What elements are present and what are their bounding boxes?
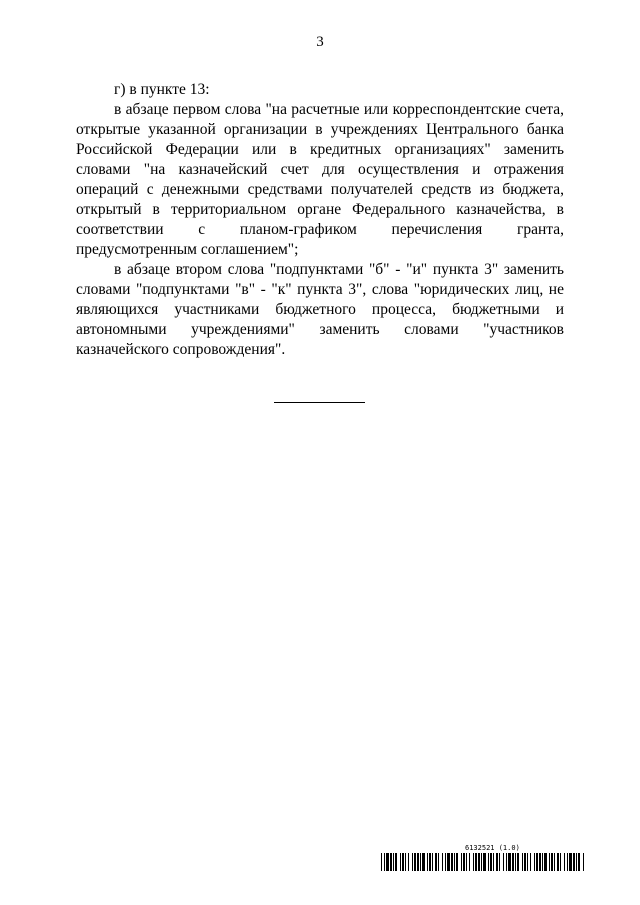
paragraph-item-g: г) в пункте 13: [114,81,210,98]
document-body [76,80,564,360]
barcode-number: 6132521 (1.0) [465,844,520,852]
paragraph-second-abzac: в абзаце втором слова "подпунктами "б" - "и" пункта 3" заменить словами "подпунктами "в" - "к" пункта 3", слова "юридических лиц, не являющихся участниками бюджетного процесса, бюджетными и автономными учреждениями" заменить словами "участников казначейского сопровождения". [76,261,564,358]
barcode-icon [381,853,585,871]
paragraph-first-abzac: в абзаце первом слова "на расчетные или корреспондентские счета, открытые указанной организации в учреждениях Центрального банка Российской Федерации или в кредитных организациях" заменить словами "на казначейский счет для осуществления и отражения операций с денежными средствами получателей средств из бюджета, открытый в территориальном органе Федерального казначейства, в соответствии с планом-графиком перечисления гранта, предусмотренным соглашением"; [76,101,564,258]
end-separator-line [274,402,365,403]
page-number: 3 [316,34,324,50]
